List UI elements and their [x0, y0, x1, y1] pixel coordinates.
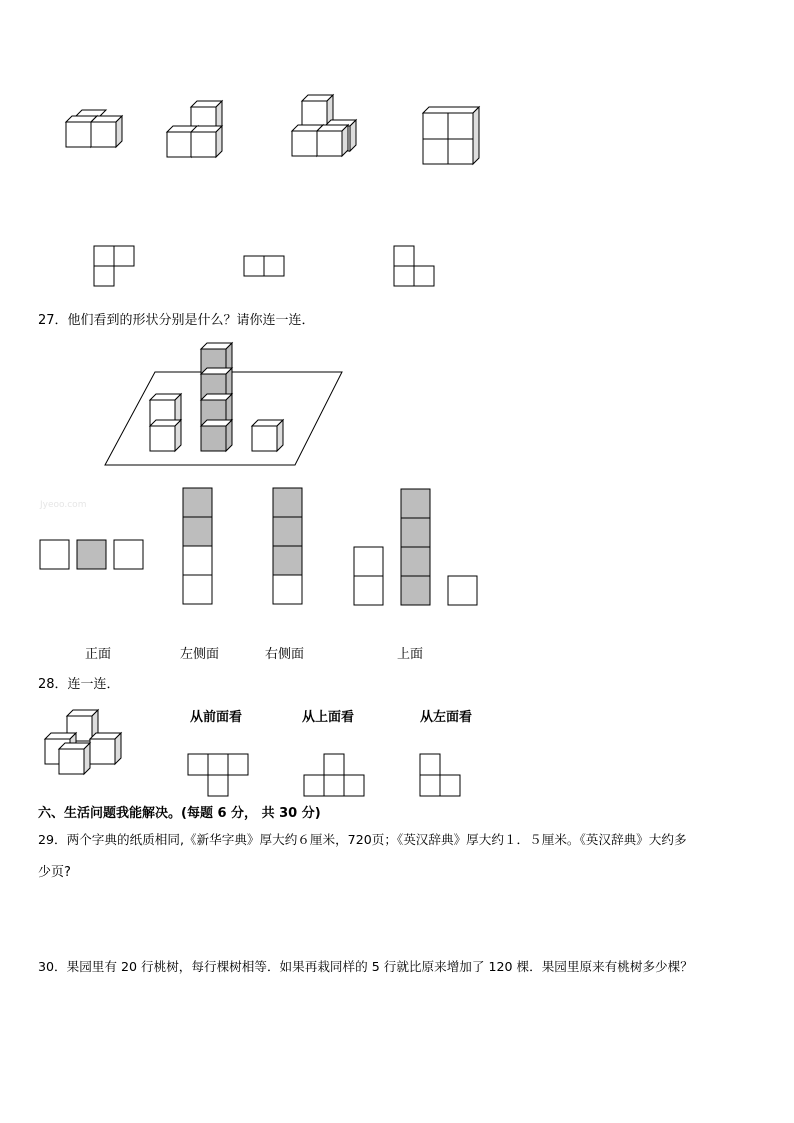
q27-top-view	[352, 487, 492, 612]
q29-line1: 29．两个字典的纸质相同,《新华字典》厚大约６厘米，720页；《英汉辞典》厚大约１．５厘米。《英汉辞典》大约多	[38, 832, 687, 847]
cube-figure-3-drawing	[290, 95, 370, 165]
q28-shape-1	[186, 752, 256, 802]
q28-shape-3	[418, 752, 468, 802]
view-shape-3	[392, 244, 452, 294]
q28-view-front: 从前面看	[190, 710, 243, 725]
watermark: Jyeoo.com	[40, 500, 87, 510]
q29-line2: 少页?	[38, 865, 71, 880]
view-shape-2	[242, 254, 302, 284]
cube-figure-4-drawing	[420, 106, 490, 176]
q27-label-top: 上面	[397, 647, 424, 662]
q27-title: 27．他们看到的形状分别是什么？请你连一连．	[38, 313, 315, 328]
q28-title: 28．连一连．	[38, 677, 120, 692]
q27-left-view	[181, 486, 221, 611]
q28-view-left: 从左面看	[420, 710, 473, 725]
q30-text: 30．果园里有 20 行桃树，每行棵树相等．如果再栽同样的 5 行就比原来增加了 120 棵．果园里原来有桃树多少棵？	[38, 959, 693, 974]
q28-view-top: 从上面看	[302, 710, 355, 725]
section-6-title: 六、生活问题我能解决。(每题 6 分， 共 30 分)	[38, 806, 321, 821]
cube-figure-1-drawing	[62, 110, 132, 160]
q27-label-left: 左侧面	[180, 647, 220, 662]
q27-label-front: 正面	[85, 647, 112, 662]
q27-scene	[100, 340, 360, 480]
q27-right-view	[271, 486, 311, 611]
q28-shape-2	[302, 752, 372, 802]
q28-cube-figure	[40, 710, 140, 780]
cube-figure-2-drawing	[165, 98, 235, 168]
q27-label-right: 右侧面	[265, 647, 305, 662]
view-shape-1	[92, 244, 152, 294]
q27-front-view	[38, 538, 158, 578]
